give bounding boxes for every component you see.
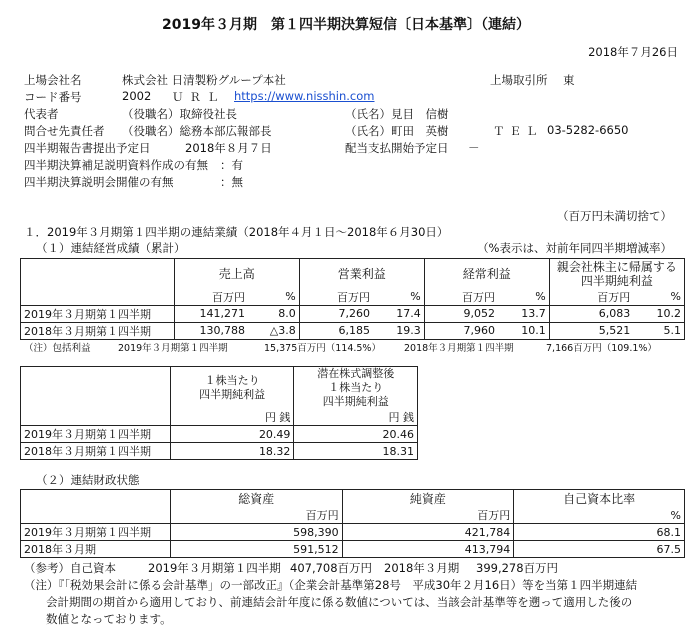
footnote-line-1: （注）『「税効果会計に係る会計基準」の一部改正』（企業会計基準第28号 平成30年２月16日）等を当第１四半期連結 [24,578,638,592]
table-row [21,426,418,443]
dividend-date-value: － [468,141,480,155]
representative-label: 代表者 [24,107,59,121]
value-cell: 9,052 [424,305,498,322]
section-1-2-title: （２）連結財政状態 [36,473,140,487]
page-title: 2019年３月期 第１四半期決算短信〔日本基準〕（連結） [162,17,530,33]
value-cell: 68.1 [514,524,685,541]
value-cell: 18.31 [294,443,418,460]
header-operating-income: 営業利益 [299,259,424,289]
unit-cell: 百万円 [170,507,342,524]
table-row [21,305,685,322]
table-corner [21,259,175,306]
pct-cell: % [373,289,424,306]
percent-note: （%表示は、対前年同四半期増減率） [477,241,672,255]
tel-label: ＴＥＬ [493,124,543,138]
header-net-income: 親会社株主に帰属する 四半期純利益 [549,259,684,289]
header-total-assets: 総資産 [170,490,342,508]
value-cell: 141,271 [174,305,248,322]
exchange-label: 上場取引所 [490,73,548,87]
supplementary-value: ：有 [220,158,243,172]
header-eps: １株当たり 四半期純利益 [170,367,294,410]
code-label: コード番号 [24,90,82,104]
section-1-1-title: （１）連結経営成績（累計） [36,241,186,255]
representative-name: （氏名）見目 信樹 [345,107,449,121]
header-diluted-eps: 潜在株式調整後 １株当たり 四半期純利益 [294,367,418,410]
table-corner [21,367,171,410]
row-label: 2018年３月期 [21,541,171,558]
footnote-line-3: 数値となっております。 [46,612,172,626]
unit-cell: % [514,507,685,524]
dividend-date-label: 配当支払開始予定日 [345,141,449,155]
report-date-value: 2018年８月７日 [185,141,272,155]
value-cell: 8.0 [248,305,299,322]
reference-equity-label: （参考）自己資本 [24,561,116,575]
company-url-link[interactable]: https://www.nisshin.com [234,89,375,103]
supplementary-label: 四半期決算補足説明資料作成の有無 [24,158,208,172]
comprehensive-value-1: 15,375百万円（114.5%） [264,343,381,354]
value-cell: 413,794 [342,541,514,558]
value-cell: 67.5 [514,541,685,558]
table-row [21,443,418,460]
comprehensive-period-1: 2019年３月期第１四半期 [118,343,228,354]
reference-period-1: 2019年３月期第１四半期 [148,561,281,575]
unit-cell: 百万円 [549,289,633,306]
company-name: 株式会社 日清製粉グループ本社 [122,73,286,87]
representative-role: （役職名）取締役社長 [122,107,237,121]
unit-cell: 円 銭 [294,409,418,426]
comprehensive-value-2: 7,166百万円（109.1%） [546,343,657,354]
release-date: 2018年７月26日 [588,45,678,59]
financial-position-table [20,489,685,558]
row-label: 2019年３月期第１四半期 [21,305,175,322]
value-cell: 6,083 [549,305,633,322]
value-cell: 7,260 [299,305,373,322]
header-sales: 売上高 [174,259,299,289]
value-cell: 7,960 [424,322,498,339]
table-row [21,524,685,541]
value-cell: 5,521 [549,322,633,339]
table-corner [21,490,171,508]
eps-table [20,366,418,460]
briefing-label: 四半期決算説明会開催の有無 [24,175,174,189]
company-name-label: 上場会社名 [24,73,82,87]
header-equity-ratio: 自己資本比率 [514,490,685,508]
pct-cell: % [248,289,299,306]
exchange-value: 東 [563,73,575,87]
unit-cell: 百万円 [424,289,498,306]
value-cell: 6,185 [299,322,373,339]
unit-cell: 百万円 [174,289,248,306]
tel-value: 03-5282-6650 [547,123,629,137]
header-ordinary-income: 経常利益 [424,259,549,289]
empty-cell [21,409,171,426]
report-date-label: 四半期報告書提出予定日 [24,141,151,155]
contact-label: 問合せ先責任者 [24,124,105,138]
reference-period-2: 2018年３月期 [384,561,460,575]
code-value: 2002 [122,89,152,103]
header-net-assets: 純資産 [342,490,514,508]
unit-cell: 百万円 [299,289,373,306]
units-note: （百万円未満切捨て） [557,209,672,223]
contact-name: （氏名）町田 英樹 [345,124,449,138]
row-label: 2018年３月期第１四半期 [21,322,175,339]
value-cell: 20.49 [170,426,294,443]
value-cell: 17.4 [373,305,424,322]
briefing-value: ：無 [220,175,243,189]
reference-value-2: 399,278百万円 [476,561,559,575]
unit-cell: 百万円 [342,507,514,524]
contact-role: （役職名）総務本部広報部長 [122,124,272,138]
unit-cell: 円 銭 [170,409,294,426]
value-cell: 421,784 [342,524,514,541]
comprehensive-income-label: （注）包括利益 [24,343,91,354]
value-cell: 591,512 [170,541,342,558]
pct-cell: % [633,289,684,306]
value-cell: 13.7 [498,305,549,322]
row-label: 2019年３月期第１四半期 [21,426,171,443]
pct-cell: % [498,289,549,306]
url-label: ＵＲＬ [172,90,225,104]
operating-results-table [20,258,685,340]
row-label: 2019年３月期第１四半期 [21,524,171,541]
row-label: 2018年３月期第１四半期 [21,443,171,460]
comprehensive-period-2: 2018年３月期第１四半期 [404,343,514,354]
table-row [21,541,685,558]
value-cell: △3.8 [248,322,299,339]
value-cell: 18.32 [170,443,294,460]
section-1-title: １．2019年３月期第１四半期の連結業績（2018年４月１日～2018年６月30日） [24,225,449,239]
value-cell: 598,390 [170,524,342,541]
value-cell: 20.46 [294,426,418,443]
value-cell: 19.3 [373,322,424,339]
footnote-line-2: 会計期間の期首から適用しており、前連結会計年度に係る数値については、当該会計基準等を遡って適用した後の [46,595,633,609]
value-cell: 5.1 [633,322,684,339]
reference-value-1: 407,708百万円 [290,561,373,575]
table-row [21,322,685,339]
value-cell: 10.2 [633,305,684,322]
empty-cell [21,507,171,524]
value-cell: 10.1 [498,322,549,339]
value-cell: 130,788 [174,322,248,339]
